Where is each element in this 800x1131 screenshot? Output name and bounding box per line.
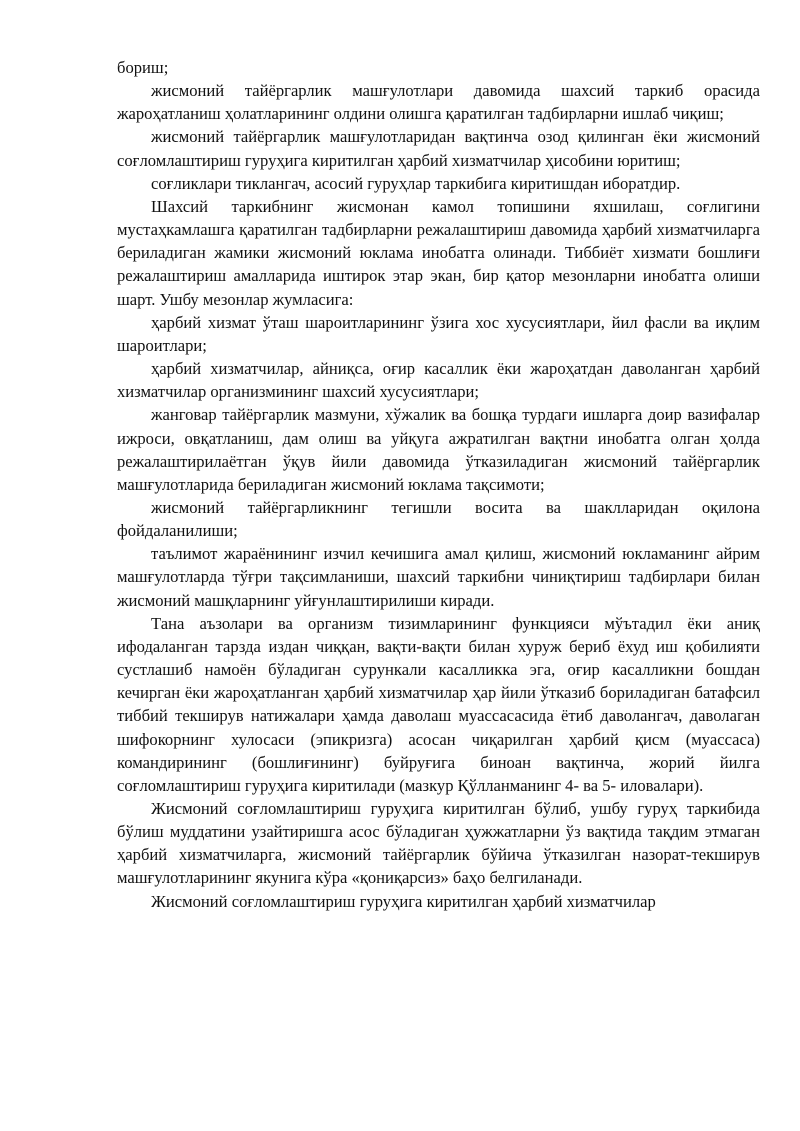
document-body xyxy=(117,56,760,913)
paragraph: жисмоний тайёргарликнинг тегишли восита ва шаклларидан оқилона фойдаланилиши; xyxy=(117,497,760,541)
paragraph: таълимот жараёнининг изчил кечишига амал қилиш, жисмоний юкламанинг айрим машғулотларда тўғри тақсимланиши, шахсий таркибни чиниқтириш тадбирлари билан жисмоний машқларнинг уйғунлаштирилиши киради. xyxy=(117,544,760,610)
paragraph: Тана аъзолари ва организм тизимларининг функцияси мўътадил ёки аниқ ифодаланган тарзда издан чиққан, вақти-вақти билан хуруж бериб ёхуд иш қобилияти сустлашиб намоён бўладиган сурункали касалликка эга, оғир касалликни бошдан кечирган ёки жароҳатланган ҳарбий хизматчилар ҳар йили ўтказиб бориладиган батафсил тиббий текширув натижалари ҳамда даволаш муассасасида ётиб даволангач, даволаган шифокорнинг хулосаси (эпикризга) асосан чиқарилган ҳарбий қисм (муассаса) командирининг (бошлиғининг) буйруғига биноан вақтинча, жорий йилга соғломлаштириш гуруҳига киритилади (мазкур Қўлланманинг 4- ва 5- иловалари). xyxy=(117,613,760,795)
paragraph: жисмоний тайёргарлик машғулотларидан вақтинча озод қилинган ёки жисмоний соғломлаштириш гуруҳига киритилган ҳарбий хизматчилар ҳисобини юритиш; xyxy=(117,127,760,170)
paragraph: Шахсий таркибнинг жисмонан камол топишини яхшилаш, соғлигини мустаҳкамлашга қаратилган тадбирларни режалаштириш давомида ҳарбий хизматчиларга бериладиган жамики жисмоний юклама инобатга олинади. Тиббиёт хизмати бошлиғи режалаштириш амалларида иштирок этар экан, бир қатор мезонларни инобатга олиши шарт. Ушбу мезонлар жумласига: xyxy=(117,196,760,309)
paragraph: бориш; xyxy=(117,58,169,77)
paragraph: жисмоний тайёргарлик машғулотлари давомида шахсий таркиб орасида жароҳатланиш ҳолатларининг олдини олишга қаратилган тадбирларни ишлаб чиқиш; xyxy=(117,81,760,124)
paragraph: ҳарбий хизмат ўташ шароитларининг ўзига хос хусусиятлари, йил фасли ва иқлим шароитлари; xyxy=(117,312,760,355)
paragraph: жанговар тайёргарлик мазмуни, хўжалик ва бошқа турдаги ишларга доир вазифалар ижроси, овқатланиш, дам олиш ва уйқуга ажратилган вақтни инобатга олган ҳолда режалаштирилаётган ўқув йили давомида ўтказиладиган жисмоний тайёргарлик машғулотларида бериладиган жисмоний юклама тақсимоти; xyxy=(117,405,760,494)
paragraph: соғликлари тиклангач, асосий гуруҳлар таркибига киритишдан иборатдир. xyxy=(151,173,681,193)
paragraph: ҳарбий хизматчилар, айниқса, оғир касаллик ёки жароҳатдан даволанган ҳарбий хизматчилар организмининг шахсий хусусиятлари; xyxy=(117,359,760,402)
paragraph: Жисмоний соғломлаштириш гуруҳига киритилган бўлиб, ушбу гуруҳ таркибида бўлиш муддатини узайтиришга асос бўладиган ҳужжатларни ўз вақтида тақдим этмаган ҳарбий хизматчиларга, жисмоний тайёргарлик бўйича ўтказилган назорат-текширув машғулотларининг якунига кўра «қониқарсиз» баҳо белгиланади. xyxy=(117,799,760,888)
paragraph: Жисмоний соғломлаштириш гуруҳига киритилган ҳарбий хизматчилар xyxy=(151,891,656,911)
